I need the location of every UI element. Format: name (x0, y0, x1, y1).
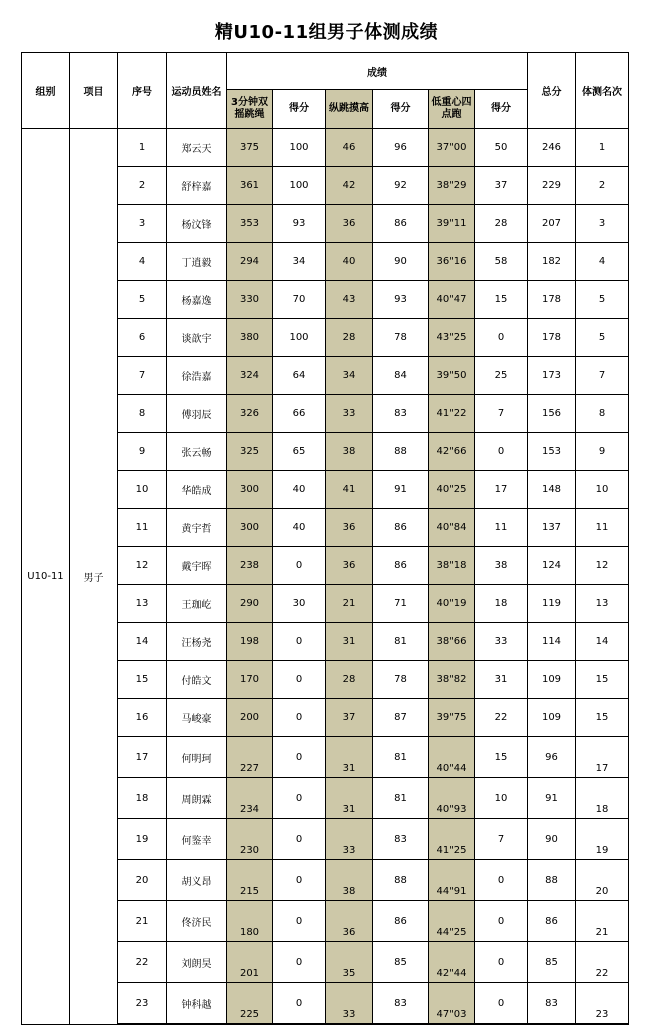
cell-jump: 28 (326, 661, 373, 699)
header-rank: 体测名次 (576, 53, 629, 129)
cell-rank: 12 (576, 547, 629, 585)
cell-rank: 1 (576, 129, 629, 167)
cell-jump: 28 (326, 319, 373, 357)
cell-rope: 294 (227, 243, 273, 281)
cell-rope-score: 64 (273, 357, 326, 395)
cell-jump-score: 86 (373, 901, 429, 942)
cell-rank: 14 (576, 623, 629, 661)
cell-rope: 238 (227, 547, 273, 585)
cell-rank: 3 (576, 205, 629, 243)
cell-name: 郑云天 (167, 129, 227, 167)
cell-jump-score: 96 (373, 129, 429, 167)
cell-run-score: 7 (475, 395, 528, 433)
table-row (22, 129, 629, 167)
cell-rope-score: 30 (273, 585, 326, 623)
cell-rank: 9 (576, 433, 629, 471)
cell-total: 178 (528, 319, 576, 357)
header-item: 项目 (70, 53, 118, 129)
cell-name: 何明珂 (167, 737, 227, 778)
header-name: 运动员姓名 (167, 53, 227, 129)
cell-jump-score: 86 (373, 205, 429, 243)
cell-name: 周朗霖 (167, 778, 227, 819)
cell-run: 38"66 (429, 623, 475, 661)
cell-rope-score: 0 (273, 661, 326, 699)
cell-name: 钟科越 (167, 983, 227, 1025)
header-jump: 纵跳摸高 (326, 90, 373, 129)
cell-run: 40"93 (429, 778, 475, 819)
cell-total: 137 (528, 509, 576, 547)
cell-name: 张云畅 (167, 433, 227, 471)
cell-total: 109 (528, 699, 576, 737)
cell-run-score: 33 (475, 623, 528, 661)
cell-rope: 300 (227, 471, 273, 509)
cell-jump: 41 (326, 471, 373, 509)
cell-total: 182 (528, 243, 576, 281)
cell-run-score: 15 (475, 737, 528, 778)
header-run: 低重心四点跑 (429, 90, 475, 129)
cell-jump: 43 (326, 281, 373, 319)
cell-run: 36"16 (429, 243, 475, 281)
cell-group: U10-11 (22, 129, 70, 1025)
cell-jump-score: 81 (373, 778, 429, 819)
cell-seq: 14 (118, 623, 167, 661)
cell-rank: 5 (576, 281, 629, 319)
cell-seq: 7 (118, 357, 167, 395)
cell-jump: 38 (326, 433, 373, 471)
cell-jump: 33 (326, 395, 373, 433)
cell-total: 124 (528, 547, 576, 585)
cell-total: 156 (528, 395, 576, 433)
cell-total: 86 (528, 901, 576, 942)
cell-jump: 37 (326, 699, 373, 737)
cell-rope-score: 70 (273, 281, 326, 319)
cell-rank: 22 (576, 942, 629, 983)
cell-run-score: 25 (475, 357, 528, 395)
cell-run-score: 17 (475, 471, 528, 509)
cell-seq: 19 (118, 819, 167, 860)
cell-rope: 170 (227, 661, 273, 699)
cell-jump: 38 (326, 860, 373, 901)
cell-run-score: 31 (475, 661, 528, 699)
cell-jump-score: 83 (373, 983, 429, 1025)
cell-rope-score: 100 (273, 319, 326, 357)
cell-jump: 36 (326, 509, 373, 547)
cell-total: 178 (528, 281, 576, 319)
cell-rank: 7 (576, 357, 629, 395)
cell-item: 男子 (70, 129, 118, 1025)
cell-rank: 23 (576, 983, 629, 1025)
cell-run-score: 0 (475, 901, 528, 942)
cell-rope-score: 0 (273, 983, 326, 1025)
cell-rope-score: 40 (273, 471, 326, 509)
cell-name: 谈歆宇 (167, 319, 227, 357)
cell-rope: 326 (227, 395, 273, 433)
cell-rope-score: 100 (273, 167, 326, 205)
cell-rope: 324 (227, 357, 273, 395)
cell-run: 42"66 (429, 433, 475, 471)
cell-name: 舒梓嘉 (167, 167, 227, 205)
cell-rank: 10 (576, 471, 629, 509)
cell-rope: 290 (227, 585, 273, 623)
cell-rope: 375 (227, 129, 273, 167)
cell-name: 徐浩嘉 (167, 357, 227, 395)
cell-total: 173 (528, 357, 576, 395)
cell-rope-score: 34 (273, 243, 326, 281)
header-seq: 序号 (118, 53, 167, 129)
cell-seq: 12 (118, 547, 167, 585)
cell-name: 丁逍毅 (167, 243, 227, 281)
cell-name: 付皓文 (167, 661, 227, 699)
cell-seq: 13 (118, 585, 167, 623)
cell-run: 43"25 (429, 319, 475, 357)
cell-rope: 380 (227, 319, 273, 357)
cell-run-score: 0 (475, 433, 528, 471)
cell-seq: 1 (118, 129, 167, 167)
cell-jump-score: 84 (373, 357, 429, 395)
cell-run-score: 37 (475, 167, 528, 205)
cell-jump-score: 81 (373, 737, 429, 778)
page-title: 精U10-11组男子体测成绩 (214, 22, 439, 43)
cell-rank: 20 (576, 860, 629, 901)
cell-jump-score: 86 (373, 509, 429, 547)
cell-jump: 34 (326, 357, 373, 395)
cell-rope: 180 (227, 901, 273, 942)
cell-run: 44"25 (429, 901, 475, 942)
cell-total: 229 (528, 167, 576, 205)
cell-run-score: 0 (475, 860, 528, 901)
cell-run-score: 18 (475, 585, 528, 623)
table-body (22, 129, 629, 1025)
cell-rope: 227 (227, 737, 273, 778)
cell-rope: 200 (227, 699, 273, 737)
header-scores: 成绩 (227, 53, 528, 90)
cell-run: 40"25 (429, 471, 475, 509)
cell-seq: 9 (118, 433, 167, 471)
cell-run: 42"44 (429, 942, 475, 983)
cell-rope: 330 (227, 281, 273, 319)
cell-rope-score: 66 (273, 395, 326, 433)
cell-jump-score: 81 (373, 623, 429, 661)
cell-name: 胡义昂 (167, 860, 227, 901)
cell-run: 40"44 (429, 737, 475, 778)
cell-jump: 33 (326, 819, 373, 860)
cell-rope: 353 (227, 205, 273, 243)
header-rope: 3分钟双摇跳绳 (227, 90, 273, 129)
cell-run-score: 22 (475, 699, 528, 737)
cell-name: 汪杨尧 (167, 623, 227, 661)
cell-rope-score: 0 (273, 942, 326, 983)
cell-jump-score: 87 (373, 699, 429, 737)
cell-jump: 36 (326, 547, 373, 585)
cell-total: 109 (528, 661, 576, 699)
cell-rope-score: 93 (273, 205, 326, 243)
cell-run-score: 15 (475, 281, 528, 319)
cell-jump-score: 83 (373, 395, 429, 433)
cell-run: 38"18 (429, 547, 475, 585)
cell-name: 王珈屹 (167, 585, 227, 623)
cell-run-score: 38 (475, 547, 528, 585)
cell-rope-score: 0 (273, 547, 326, 585)
cell-total: 246 (528, 129, 576, 167)
cell-jump-score: 83 (373, 819, 429, 860)
cell-name: 黄宇哲 (167, 509, 227, 547)
cell-run: 40"19 (429, 585, 475, 623)
cell-seq: 2 (118, 167, 167, 205)
cell-total: 85 (528, 942, 576, 983)
cell-run-score: 0 (475, 319, 528, 357)
cell-rank: 19 (576, 819, 629, 860)
cell-rope-score: 0 (273, 737, 326, 778)
cell-rank: 18 (576, 778, 629, 819)
cell-run: 38"29 (429, 167, 475, 205)
cell-rope: 230 (227, 819, 273, 860)
header-rope-score: 得分 (273, 90, 326, 129)
cell-run: 38"82 (429, 661, 475, 699)
cell-jump: 33 (326, 983, 373, 1025)
cell-run-score: 0 (475, 983, 528, 1025)
cell-rank: 4 (576, 243, 629, 281)
cell-rank: 15 (576, 661, 629, 699)
cell-run-score: 0 (475, 942, 528, 983)
cell-run: 39"75 (429, 699, 475, 737)
cell-jump: 31 (326, 778, 373, 819)
cell-run-score: 28 (475, 205, 528, 243)
cell-rope-score: 0 (273, 778, 326, 819)
cell-jump-score: 86 (373, 547, 429, 585)
cell-jump-score: 71 (373, 585, 429, 623)
cell-run: 40"84 (429, 509, 475, 547)
cell-total: 91 (528, 778, 576, 819)
cell-run: 40"47 (429, 281, 475, 319)
cell-seq: 16 (118, 699, 167, 737)
cell-run-score: 11 (475, 509, 528, 547)
cell-total: 96 (528, 737, 576, 778)
cell-seq: 6 (118, 319, 167, 357)
cell-total: 119 (528, 585, 576, 623)
cell-run: 44"91 (429, 860, 475, 901)
cell-seq: 4 (118, 243, 167, 281)
cell-rope-score: 0 (273, 623, 326, 661)
cell-total: 114 (528, 623, 576, 661)
cell-rope-score: 100 (273, 129, 326, 167)
cell-rope-score: 40 (273, 509, 326, 547)
cell-name: 刘朗昊 (167, 942, 227, 983)
cell-total: 88 (528, 860, 576, 901)
cell-name: 戴宇晖 (167, 547, 227, 585)
cell-seq: 3 (118, 205, 167, 243)
cell-seq: 22 (118, 942, 167, 983)
cell-run: 39"50 (429, 357, 475, 395)
cell-run: 37"00 (429, 129, 475, 167)
cell-rank: 21 (576, 901, 629, 942)
cell-jump-score: 92 (373, 167, 429, 205)
cell-jump-score: 91 (373, 471, 429, 509)
cell-seq: 10 (118, 471, 167, 509)
cell-name: 华皓成 (167, 471, 227, 509)
cell-total: 153 (528, 433, 576, 471)
cell-name: 何鉴幸 (167, 819, 227, 860)
cell-rope: 361 (227, 167, 273, 205)
cell-jump: 36 (326, 205, 373, 243)
cell-jump: 46 (326, 129, 373, 167)
cell-rank: 13 (576, 585, 629, 623)
cell-rope-score: 0 (273, 819, 326, 860)
cell-run-score: 7 (475, 819, 528, 860)
cell-seq: 17 (118, 737, 167, 778)
header-total: 总分 (528, 53, 576, 129)
cell-name: 傅羽辰 (167, 395, 227, 433)
cell-rank: 15 (576, 699, 629, 737)
header-run-score: 得分 (475, 90, 528, 129)
cell-total: 83 (528, 983, 576, 1025)
cell-name: 杨嘉逸 (167, 281, 227, 319)
cell-rope-score: 0 (273, 901, 326, 942)
cell-jump: 31 (326, 623, 373, 661)
cell-rank: 17 (576, 737, 629, 778)
cell-seq: 5 (118, 281, 167, 319)
results-table (21, 52, 629, 1025)
cell-rank: 8 (576, 395, 629, 433)
cell-rope: 198 (227, 623, 273, 661)
header-group: 组别 (22, 53, 70, 129)
cell-name: 杨汶锋 (167, 205, 227, 243)
cell-jump: 42 (326, 167, 373, 205)
cell-rope-score: 65 (273, 433, 326, 471)
cell-jump: 35 (326, 942, 373, 983)
cell-jump: 31 (326, 737, 373, 778)
cell-jump-score: 93 (373, 281, 429, 319)
cell-run: 41"25 (429, 819, 475, 860)
cell-jump-score: 90 (373, 243, 429, 281)
cell-rank: 2 (576, 167, 629, 205)
cell-seq: 20 (118, 860, 167, 901)
cell-jump: 40 (326, 243, 373, 281)
header-jump-score: 得分 (373, 90, 429, 129)
cell-seq: 23 (118, 983, 167, 1025)
cell-name: 佟济民 (167, 901, 227, 942)
cell-total: 207 (528, 205, 576, 243)
cell-run-score: 10 (475, 778, 528, 819)
cell-jump-score: 88 (373, 433, 429, 471)
cell-rank: 11 (576, 509, 629, 547)
cell-seq: 21 (118, 901, 167, 942)
cell-jump: 36 (326, 901, 373, 942)
cell-total: 148 (528, 471, 576, 509)
cell-rope: 300 (227, 509, 273, 547)
cell-rope: 215 (227, 860, 273, 901)
cell-jump-score: 78 (373, 661, 429, 699)
cell-total: 90 (528, 819, 576, 860)
cell-rope: 225 (227, 983, 273, 1025)
cell-run: 41"22 (429, 395, 475, 433)
cell-rope: 234 (227, 778, 273, 819)
cell-run-score: 58 (475, 243, 528, 281)
cell-seq: 8 (118, 395, 167, 433)
cell-jump-score: 85 (373, 942, 429, 983)
cell-jump-score: 88 (373, 860, 429, 901)
cell-rope-score: 0 (273, 699, 326, 737)
cell-name: 马峻豪 (167, 699, 227, 737)
cell-jump-score: 78 (373, 319, 429, 357)
cell-jump: 21 (326, 585, 373, 623)
cell-seq: 11 (118, 509, 167, 547)
cell-rope-score: 0 (273, 860, 326, 901)
cell-run: 47"03 (429, 983, 475, 1025)
cell-run: 39"11 (429, 205, 475, 243)
cell-rope: 201 (227, 942, 273, 983)
cell-run-score: 50 (475, 129, 528, 167)
cell-seq: 18 (118, 778, 167, 819)
cell-rope: 325 (227, 433, 273, 471)
cell-seq: 15 (118, 661, 167, 699)
cell-rank: 5 (576, 319, 629, 357)
